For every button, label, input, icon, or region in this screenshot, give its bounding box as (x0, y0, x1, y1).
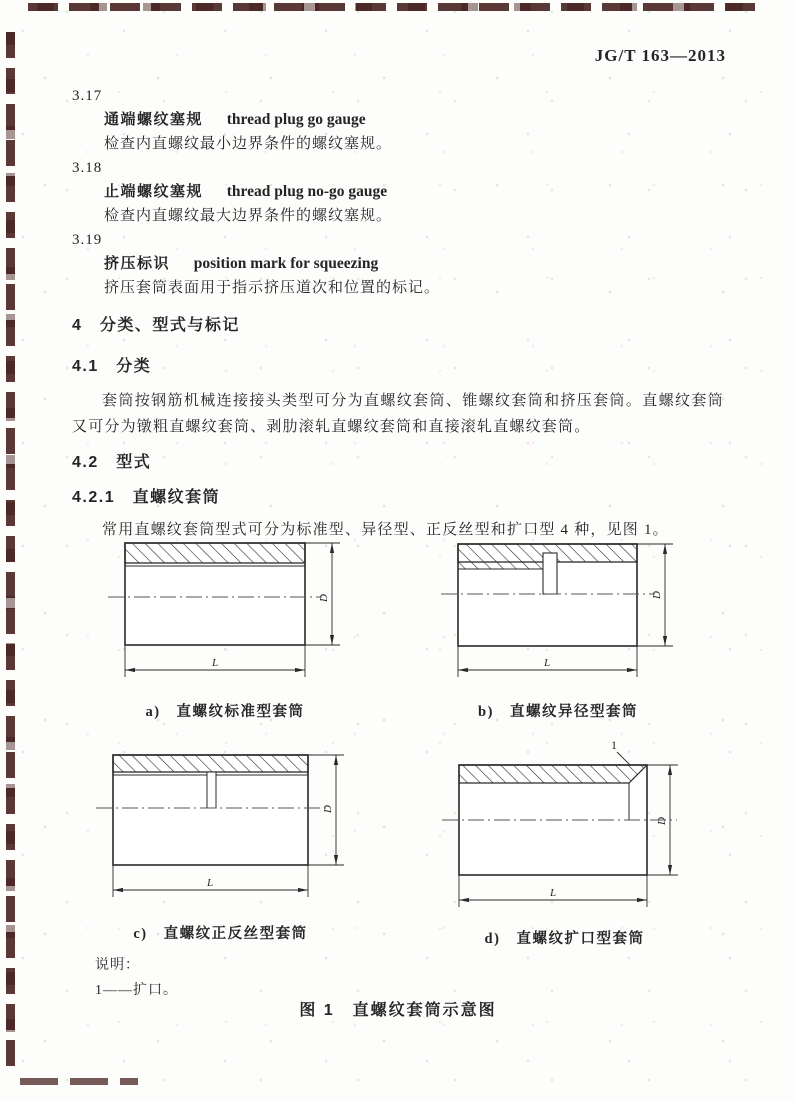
arrowhead (668, 765, 672, 775)
subfigure-title: 直螺纹扩口型套筒 (516, 931, 645, 947)
coupler-diagram-reducing (433, 537, 683, 687)
dim-label-l: L (543, 657, 551, 669)
term-title (72, 252, 724, 276)
dim-label-l: L (211, 657, 219, 669)
paragraph-4-2-1: 常用直螺纹套筒型式可分为标准型、异径型、正反丝型和扩口型 4 种，见图 1。 (102, 522, 669, 538)
section-heading-4: 4 分类、型式与标记 (72, 317, 240, 334)
subfigure-title: 直螺纹正反丝型套筒 (163, 926, 308, 942)
term-title-en: thread plug no-go gauge (226, 183, 388, 200)
subfigure-caption (433, 700, 683, 721)
subfigure-title: 直螺纹标准型套筒 (176, 704, 305, 720)
term-number: 3.17 (72, 88, 103, 104)
coupler-diagram-standard (100, 537, 350, 687)
subfigure-title: 直螺纹异径型套筒 (509, 704, 638, 720)
arrowhead (458, 668, 468, 672)
term-number: 3.18 (72, 160, 103, 176)
subfigure-letter: c) (133, 926, 148, 942)
term-definition: 挤压套筒表面用于指示挤压道次和位置的标记。 (104, 280, 441, 296)
subfigure-c (88, 750, 353, 943)
term-item (72, 84, 724, 156)
section-heading-4-1: 4.1 分类 (72, 358, 152, 375)
body-text (72, 84, 724, 543)
coupler-diagram-lh-rh (88, 750, 353, 905)
term-number: 3.19 (72, 232, 103, 248)
arrowhead (330, 635, 334, 645)
term-definition: 检查内直螺纹最小边界条件的螺纹塞规。 (104, 136, 393, 152)
subfigure-letter: b) (478, 704, 494, 720)
dim-label-l: L (206, 877, 214, 889)
hatch-band-small-bore (458, 562, 543, 569)
subfigure-letter: a) (145, 704, 161, 720)
arrowhead (113, 888, 123, 892)
figure-legend (95, 953, 178, 1003)
legend-item: 1——扩口。 (95, 983, 178, 998)
subfigure-a (100, 537, 350, 721)
section-heading-4-2-1: 4.2.1 直螺纹套筒 (72, 489, 221, 506)
dim-label-d: D (318, 594, 330, 602)
arrowhead (295, 668, 305, 672)
arrowhead (298, 888, 308, 892)
term-item (72, 228, 724, 300)
callout-1-label: 1 (611, 738, 617, 752)
arrowhead (668, 865, 672, 875)
hatch-band (113, 755, 308, 772)
section-heading-4-2: 4.2 型式 (72, 454, 152, 471)
term-title-en: thread plug go gauge (226, 111, 366, 128)
term-item (72, 156, 724, 228)
subfigure-b (433, 537, 683, 721)
term-title-zh: 挤压标识 (104, 255, 171, 272)
term-definition: 检查内直螺纹最大边界条件的螺纹塞规。 (104, 208, 393, 224)
subfigure-caption (100, 700, 350, 721)
arrowhead (663, 544, 667, 554)
scan-artifact-left (6, 32, 15, 1066)
dim-label-d: D (322, 805, 334, 813)
scan-artifact-top (28, 3, 764, 11)
arrowhead (334, 855, 338, 865)
figure-caption: 图 1 直螺纹套筒示意图 (299, 1002, 497, 1019)
hatch-band-flared (459, 765, 647, 783)
arrowhead (459, 898, 469, 902)
thread-divider (207, 772, 216, 808)
scan-artifact-bottom (20, 1078, 138, 1085)
dim-label-d: D (651, 591, 663, 599)
subfigure-letter: d) (484, 931, 501, 947)
arrowhead (663, 636, 667, 646)
subfigure-d (432, 735, 697, 948)
stop-shoulder (543, 553, 557, 594)
arrowhead (627, 668, 637, 672)
arrowhead (637, 898, 647, 902)
term-title-en: position mark for squeezing (193, 255, 379, 272)
coupler-diagram-flared (432, 735, 697, 920)
paragraph-4-1: 套筒按钢筋机械连接接头类型可分为直螺纹套筒、锥螺纹套筒和挤压套筒。直螺纹套筒又可分为镦粗直螺纹套筒、剥肋滚轧直螺纹套筒和直接滚轧直螺纹套筒。 (72, 393, 724, 435)
term-title-zh: 止端螺纹塞规 (104, 183, 204, 200)
term-title (72, 180, 724, 204)
term-title (72, 108, 724, 132)
arrowhead (330, 543, 334, 553)
arrowhead (334, 755, 338, 765)
dim-label-l: L (549, 887, 557, 899)
subfigure-caption (88, 922, 353, 943)
term-title-zh: 通端螺纹塞规 (104, 111, 204, 128)
doc-number: JG/T 163—2013 (594, 46, 726, 65)
hatch-band (125, 543, 305, 563)
subfigure-caption (432, 927, 697, 948)
dim-label-d: D (656, 817, 668, 825)
legend-title: 说明： (95, 958, 140, 973)
arrowhead (125, 668, 135, 672)
